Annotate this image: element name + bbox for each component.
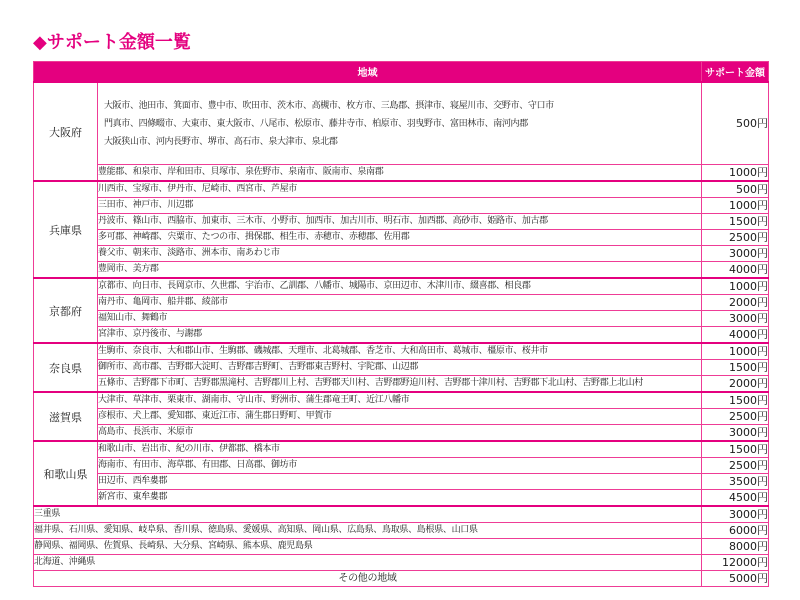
amount-cell: 1500円 <box>702 441 769 458</box>
area-cell: 豊能郡、和泉市、岸和田市、貝塚市、泉佐野市、泉南市、阪南市、泉南郡 <box>98 165 702 182</box>
table-row <box>34 246 769 262</box>
amount-cell: 4000円 <box>702 262 769 279</box>
area-cell: 養父市、朝来市、淡路市、洲本市、南あわじ市 <box>98 246 702 262</box>
table-row <box>34 262 769 279</box>
table-row <box>34 343 769 360</box>
amount-cell: 1000円 <box>702 165 769 182</box>
area-cell: 五條市、吉野郡下市町、吉野郡黒滝村、吉野郡川上村、吉野郡天川村、吉野郡野迫川村、吉野郡十津川村、吉野郡下北山村、吉野郡上北山村 <box>98 376 702 393</box>
table-row <box>34 441 769 458</box>
table-row <box>34 198 769 214</box>
region-shiga: 滋賀県 <box>34 392 98 441</box>
amount-cell: 3500円 <box>702 474 769 490</box>
amount-cell: 4000円 <box>702 327 769 344</box>
table-row <box>34 571 769 587</box>
area-cell: 福知山市、舞鶴市 <box>98 311 702 327</box>
table-row <box>34 82 769 165</box>
table-row <box>34 214 769 230</box>
amount-cell: 1000円 <box>702 343 769 360</box>
area-cell: 福井県、石川県、愛知県、岐阜県、香川県、徳島県、愛媛県、高知県、岡山県、広島県、鳥取県、島根県、山口県 <box>34 523 702 539</box>
amount-column-header: サポート金額 <box>702 62 769 83</box>
area-column-header: 地域 <box>34 62 702 83</box>
amount-cell: 2000円 <box>702 376 769 393</box>
table-row <box>34 230 769 246</box>
table-header-row <box>34 62 769 83</box>
amount-cell: 3000円 <box>702 425 769 442</box>
table-row <box>34 425 769 442</box>
area-cell: 川西市、宝塚市、伊丹市、尼崎市、西宮市、芦屋市 <box>98 181 702 198</box>
table-row <box>34 523 769 539</box>
area-cell: 南丹市、亀岡市、船井郡、綾部市 <box>98 295 702 311</box>
amount-cell: 2500円 <box>702 230 769 246</box>
area-cell: 生駒市、奈良市、大和郡山市、生駒郡、磯城郡、天理市、北葛城郡、香芝市、大和高田市、葛城市、橿原市、桜井市 <box>98 343 702 360</box>
area-cell: 新宮市、東牟婁郡 <box>98 490 702 507</box>
amount-cell: 1000円 <box>702 278 769 295</box>
support-amount-table <box>33 61 769 587</box>
page-title: ◆サポート金額一覧 <box>33 32 191 53</box>
amount-cell: 3000円 <box>702 246 769 262</box>
area-cell: 三重県 <box>34 506 702 523</box>
amount-cell: 2500円 <box>702 458 769 474</box>
table-row <box>34 327 769 344</box>
area-cell: 海南市、有田市、海草郡、有田郡、日高郡、御坊市 <box>98 458 702 474</box>
amount-cell: 1500円 <box>702 360 769 376</box>
table-row <box>34 539 769 555</box>
area-cell: 多可郡、神崎郡、宍粟市、たつの市、揖保郡、相生市、赤穂市、赤穂郡、佐用郡 <box>98 230 702 246</box>
area-cell: 京都市、向日市、長岡京市、久世郡、宇治市、乙訓郡、八幡市、城陽市、京田辺市、木津川市、綴喜郡、相良郡 <box>98 278 702 295</box>
amount-cell: 8000円 <box>702 539 769 555</box>
table-row <box>34 392 769 409</box>
amount-cell: 500円 <box>702 181 769 198</box>
area-cell: 豊岡市、美方郡 <box>98 262 702 279</box>
region-kyoto: 京都府 <box>34 278 98 343</box>
area-cell: 高島市、長浜市、米原市 <box>98 425 702 442</box>
table-row <box>34 490 769 507</box>
amount-cell: 1500円 <box>702 392 769 409</box>
area-cell: 大津市、草津市、栗東市、湖南市、守山市、野洲市、蒲生郡竜王町、近江八幡市 <box>98 392 702 409</box>
area-cell: 宮津市、京丹後市、与謝郡 <box>98 327 702 344</box>
table-row <box>34 278 769 295</box>
area-line: 大阪狭山市、河内長野市、堺市、高石市、泉大津市、泉北郡 <box>104 136 338 147</box>
area-cell: 三田市、神戸市、川辺郡 <box>98 198 702 214</box>
amount-cell: 6000円 <box>702 523 769 539</box>
area-line: 大阪市、池田市、箕面市、豊中市、吹田市、茨木市、高槻市、枚方市、三島郡、摂津市、寝屋川市、交野市、守口市 <box>104 100 554 111</box>
amount-cell: 3000円 <box>702 311 769 327</box>
amount-cell: 2500円 <box>702 409 769 425</box>
table-row <box>34 458 769 474</box>
area-cell: 静岡県、福岡県、佐賀県、長崎県、大分県、宮崎県、熊本県、鹿児島県 <box>34 539 702 555</box>
table-row <box>34 376 769 393</box>
area-cell: 彦根市、犬上郡、愛知郡、東近江市、蒲生郡日野町、甲賀市 <box>98 409 702 425</box>
region-osaka: 大阪府 <box>34 82 98 181</box>
table-row <box>34 506 769 523</box>
region-wakayama: 和歌山県 <box>34 441 98 506</box>
table-row <box>34 360 769 376</box>
amount-cell: 1000円 <box>702 198 769 214</box>
region-nara: 奈良県 <box>34 343 98 392</box>
area-cell: 北海道、沖縄県 <box>34 555 702 571</box>
table-row <box>34 295 769 311</box>
table-row <box>34 555 769 571</box>
amount-cell: 4500円 <box>702 490 769 507</box>
table-row <box>34 409 769 425</box>
amount-cell: 500円 <box>702 82 769 165</box>
table-row <box>34 311 769 327</box>
table-row <box>34 181 769 198</box>
table-row <box>34 165 769 182</box>
area-cell: その他の地域 <box>34 571 702 587</box>
table-row <box>34 474 769 490</box>
amount-cell: 5000円 <box>702 571 769 587</box>
amount-cell: 12000円 <box>702 555 769 571</box>
area-cell: 田辺市、西牟婁郡 <box>98 474 702 490</box>
area-cell <box>98 82 702 165</box>
area-cell: 和歌山市、岩出市、紀の川市、伊都郡、橋本市 <box>98 441 702 458</box>
amount-cell: 2000円 <box>702 295 769 311</box>
area-cell: 御所市、高市郡、吉野郡大淀町、吉野郡吉野町、吉野郡東吉野村、宇陀郡、山辺郡 <box>98 360 702 376</box>
amount-cell: 3000円 <box>702 506 769 523</box>
region-hyogo: 兵庫県 <box>34 181 98 278</box>
area-line: 門真市、四條畷市、大東市、東大阪市、八尾市、松原市、藤井寺市、柏原市、羽曳野市、富田林市、南河内郡 <box>104 118 528 129</box>
area-cell: 丹波市、篠山市、西脇市、加東市、三木市、小野市、加西市、加古川市、明石市、加西郡、高砂市、姫路市、加古郡 <box>98 214 702 230</box>
amount-cell: 1500円 <box>702 214 769 230</box>
